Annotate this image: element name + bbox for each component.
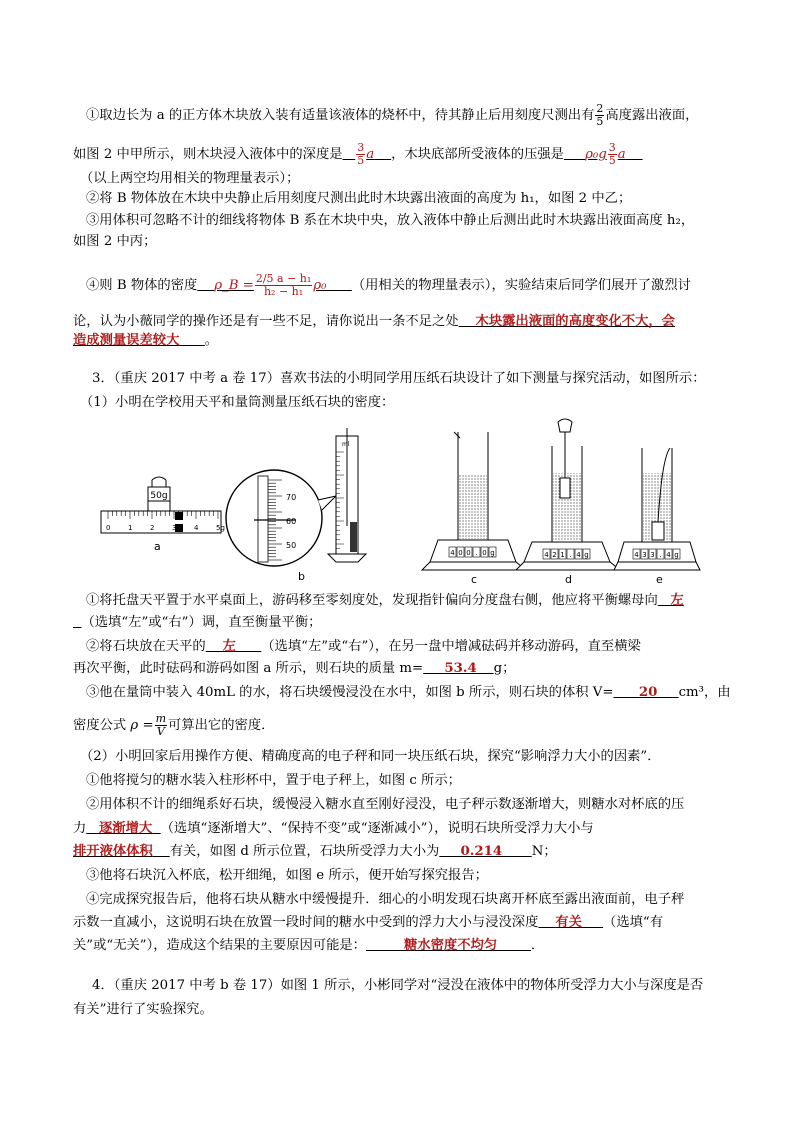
- subquestion-title: （2）小明回家后用操作方便、精确度高的电子秤和同一块压纸石块，探究“影响浮力大小的因素”．: [80, 749, 661, 764]
- answer-volume: 20: [638, 685, 658, 700]
- cylinder-scale-number: 70: [286, 493, 297, 502]
- text-line: ②将 B 物体放在木块中央静止后用刻度尺测出此时木块露出液面的高度为 h₁，如图 2 中乙；: [86, 191, 632, 206]
- denominator: 5: [596, 115, 604, 128]
- scale-number: 1: [128, 524, 133, 532]
- text: （选填“左”或“右”）调，直至衡量平衡；: [81, 615, 322, 630]
- figure-label-d: d: [565, 573, 572, 586]
- display-digit: 4: [634, 551, 639, 559]
- text-line: 有关”进行了实验探究。: [73, 1002, 213, 1017]
- display-digit: .: [569, 551, 572, 559]
- text: 有关，如图 d 所示位置，石块所受浮力大小为: [169, 844, 440, 859]
- answer-relation: 有关: [555, 915, 582, 930]
- text: 再次平衡，此时砝码和游码如图 a 所示，则石块的质量 m=: [73, 661, 424, 676]
- text: ①取边长为 a 的正方体木块放入装有适量该液体的烧杯中，待其静止后用刻度尺测出有: [86, 108, 595, 123]
- text: （选填“逐渐增大”、“保持不变”或“逐渐减小”），说明石块所受浮力大小与: [160, 821, 594, 836]
- figure-label-e: e: [656, 573, 663, 586]
- text-line: ①他将搅匀的糖水装入柱形杯中，置于电子秤上，如图 c 所示；: [86, 773, 461, 788]
- text-line: [73, 820, 594, 838]
- figure-a: [101, 477, 225, 553]
- text-line: [86, 273, 691, 298]
- display-digit: 0: [458, 549, 463, 557]
- rider: [175, 512, 183, 520]
- denominator: h₂ − h₁: [263, 285, 304, 298]
- text-line: ③用体积可忽略不计的细线将物体 B 系在木块中央，放入液体中静止后测出此时木块露出液面高度 h₂，: [86, 213, 695, 228]
- scale-number: 2: [150, 524, 155, 532]
- answer-density: ρ_B =: [214, 278, 254, 293]
- answer-depth: [356, 142, 365, 167]
- display-digit: 3: [650, 551, 655, 559]
- figure-c: [422, 432, 526, 586]
- numerator: 2: [596, 102, 604, 115]
- text-line: [73, 843, 557, 861]
- fraction: [595, 103, 604, 128]
- scale-number: 3: [172, 524, 177, 532]
- text-line: [73, 313, 675, 331]
- numerator: 3: [608, 141, 616, 154]
- unit-label: ml: [342, 441, 350, 448]
- text: 。: [204, 333, 219, 348]
- numerator: m: [155, 712, 167, 725]
- text-line: [86, 684, 731, 702]
- text: 如图 2 中甲所示，则木块浸入液体中的深度是: [73, 147, 343, 162]
- answer-buoyancy: 0.214: [460, 844, 503, 859]
- answer-shortcoming-cont: 造成测量误差较大: [73, 333, 180, 348]
- display-digit: 4: [576, 551, 581, 559]
- cylinder-scale-number: 60: [286, 517, 297, 526]
- answer-pan: 左: [222, 639, 236, 654]
- answer-pressure: ρ₀g: [585, 147, 607, 162]
- text: 关”或“无关”），造成这个结果的主要原因可能是：: [73, 938, 366, 953]
- answer-factor: 排开液体体积: [73, 844, 153, 859]
- denominator: 5: [608, 154, 616, 167]
- answer-depth-var: a: [366, 147, 375, 162]
- scale-number: 5g: [216, 524, 225, 532]
- denominator: V: [156, 725, 165, 738]
- text-line: [73, 713, 274, 738]
- display-digit: 1: [560, 551, 565, 559]
- figure-d: [516, 419, 620, 586]
- display-digit: g: [584, 551, 589, 559]
- text: N；: [531, 844, 557, 859]
- fraction: [155, 713, 167, 738]
- text: ①将托盘天平置于水平桌面上，游码移至零刻度处，发现指针偏向分度盘右侧，他应将平衡螺母向: [86, 593, 658, 608]
- text: （用相关的物理量表示），实验结束后同学们展开了激烈讨: [351, 278, 691, 293]
- text: ②将石块放在天平的: [86, 639, 206, 654]
- display-digit: 3: [642, 551, 647, 559]
- text: 论，认为小薇同学的操作还是有一些不足，请你说出一条不足之处: [73, 314, 459, 329]
- text-line: [73, 332, 218, 350]
- scale-number: 0: [106, 524, 111, 532]
- text-line: [73, 660, 515, 678]
- text: 密度公式: [73, 718, 127, 733]
- answer-direction: 左: [670, 593, 684, 608]
- text: cm³，由: [678, 685, 731, 700]
- answer-pressure-change: 逐渐增大: [98, 821, 153, 836]
- denominator: 5: [357, 154, 365, 167]
- display-digit: .: [475, 549, 478, 557]
- text-line: ④完成探究报告后，他将石块从糖水中缓慢提升．细心的小明发现石块离开杯底至露出液面前，电子秤: [86, 892, 685, 907]
- text: ④则 B 物体的密度: [86, 278, 198, 293]
- text: ，木块底部所受液体的压强是: [391, 147, 564, 162]
- weight-label: 50g: [150, 491, 168, 501]
- display-digit: .: [659, 551, 662, 559]
- numerator: 3: [357, 141, 365, 154]
- question-title: 4．（重庆 2017 中考 b 卷 17）如图 1 所示，小彬同学对“浸没在液体中的物体所受浮力大小与深度是否: [92, 978, 704, 993]
- text-line: ③他将石块沉入杯底，松开细绳，如图 e 所示，便开始写探究报告；: [86, 868, 488, 883]
- fraction: [255, 273, 312, 298]
- text: （选填“左”或“右”），在另一盘中增减砝码并移动游码，直至横梁: [261, 639, 641, 654]
- text-line: （以上两空均用相关的物理量表示）；: [80, 171, 300, 186]
- text: 示数一直减小，这说明石块在放置一段时间的糖水中受到的浮力大小与浸没深度: [73, 915, 539, 930]
- text-line: 如图 2 中丙；: [73, 234, 157, 249]
- answer-mass: 53.4: [444, 661, 477, 676]
- display-digit: 2: [552, 551, 557, 559]
- scale-number: 4: [194, 524, 199, 532]
- display-digit: g: [674, 551, 679, 559]
- answer-pressure-var: a: [617, 147, 626, 162]
- text: g；: [493, 661, 516, 676]
- figure-label-a: a: [154, 540, 161, 553]
- figure-label-b: b: [298, 570, 305, 583]
- text: （选填“有: [603, 915, 664, 930]
- display-digit: 0: [482, 549, 487, 557]
- text-line: [86, 592, 684, 610]
- numerator: 2/5 a − h₁: [255, 272, 312, 285]
- answer-shortcoming: 木块露出液面的高度变化不大，会: [475, 314, 675, 329]
- text-line: [86, 638, 641, 656]
- text-line: ②用体积不计的细绳系好石块，缓慢浸入糖水直至刚好浸没，电子秤示数逐渐增大，则糖水对杯底的压: [86, 797, 685, 812]
- answer-density-post: ρ₀: [313, 278, 327, 293]
- weight-base: [148, 501, 170, 511]
- fraction: [608, 142, 617, 167]
- display-digit: 4: [666, 551, 671, 559]
- experiment-figure: [96, 418, 701, 590]
- subquestion-title: （1）小明在学校用天平和量筒测量压纸石块的密度：: [80, 395, 395, 410]
- figure-label-c: c: [471, 573, 478, 586]
- display-digit: 0: [466, 549, 471, 557]
- text: ．: [530, 938, 545, 953]
- display-digit: g: [490, 549, 495, 557]
- text: 高度露出液面，: [605, 108, 699, 123]
- text-line: [73, 142, 643, 167]
- figure-e: [614, 448, 700, 586]
- magnifier: [226, 470, 322, 566]
- text-line: [73, 914, 663, 932]
- text: ③他在量筒中装入 40mL 的水，将石块缓慢浸没在水中，如图 b 所示，则石块的体积 V=: [86, 685, 614, 700]
- answer-reason: 糖水密度不均匀: [404, 938, 498, 953]
- text-line: [73, 937, 544, 955]
- cylinder-scale-number: 50: [286, 541, 297, 550]
- display-digit: 4: [450, 549, 455, 557]
- text: 可算出它的密度．: [168, 718, 275, 733]
- text: 力: [73, 821, 87, 836]
- text-line: [86, 103, 698, 128]
- formula-rho: ρ =: [130, 718, 154, 733]
- question-title: 3．（重庆 2017 中考 a 卷 17）喜欢书法的小明同学用压纸石块设计了如下测量与探究活动，如图所示：: [92, 371, 706, 386]
- display-digit: 4: [544, 551, 549, 559]
- figure-b: [226, 428, 366, 583]
- text-line: [73, 614, 321, 632]
